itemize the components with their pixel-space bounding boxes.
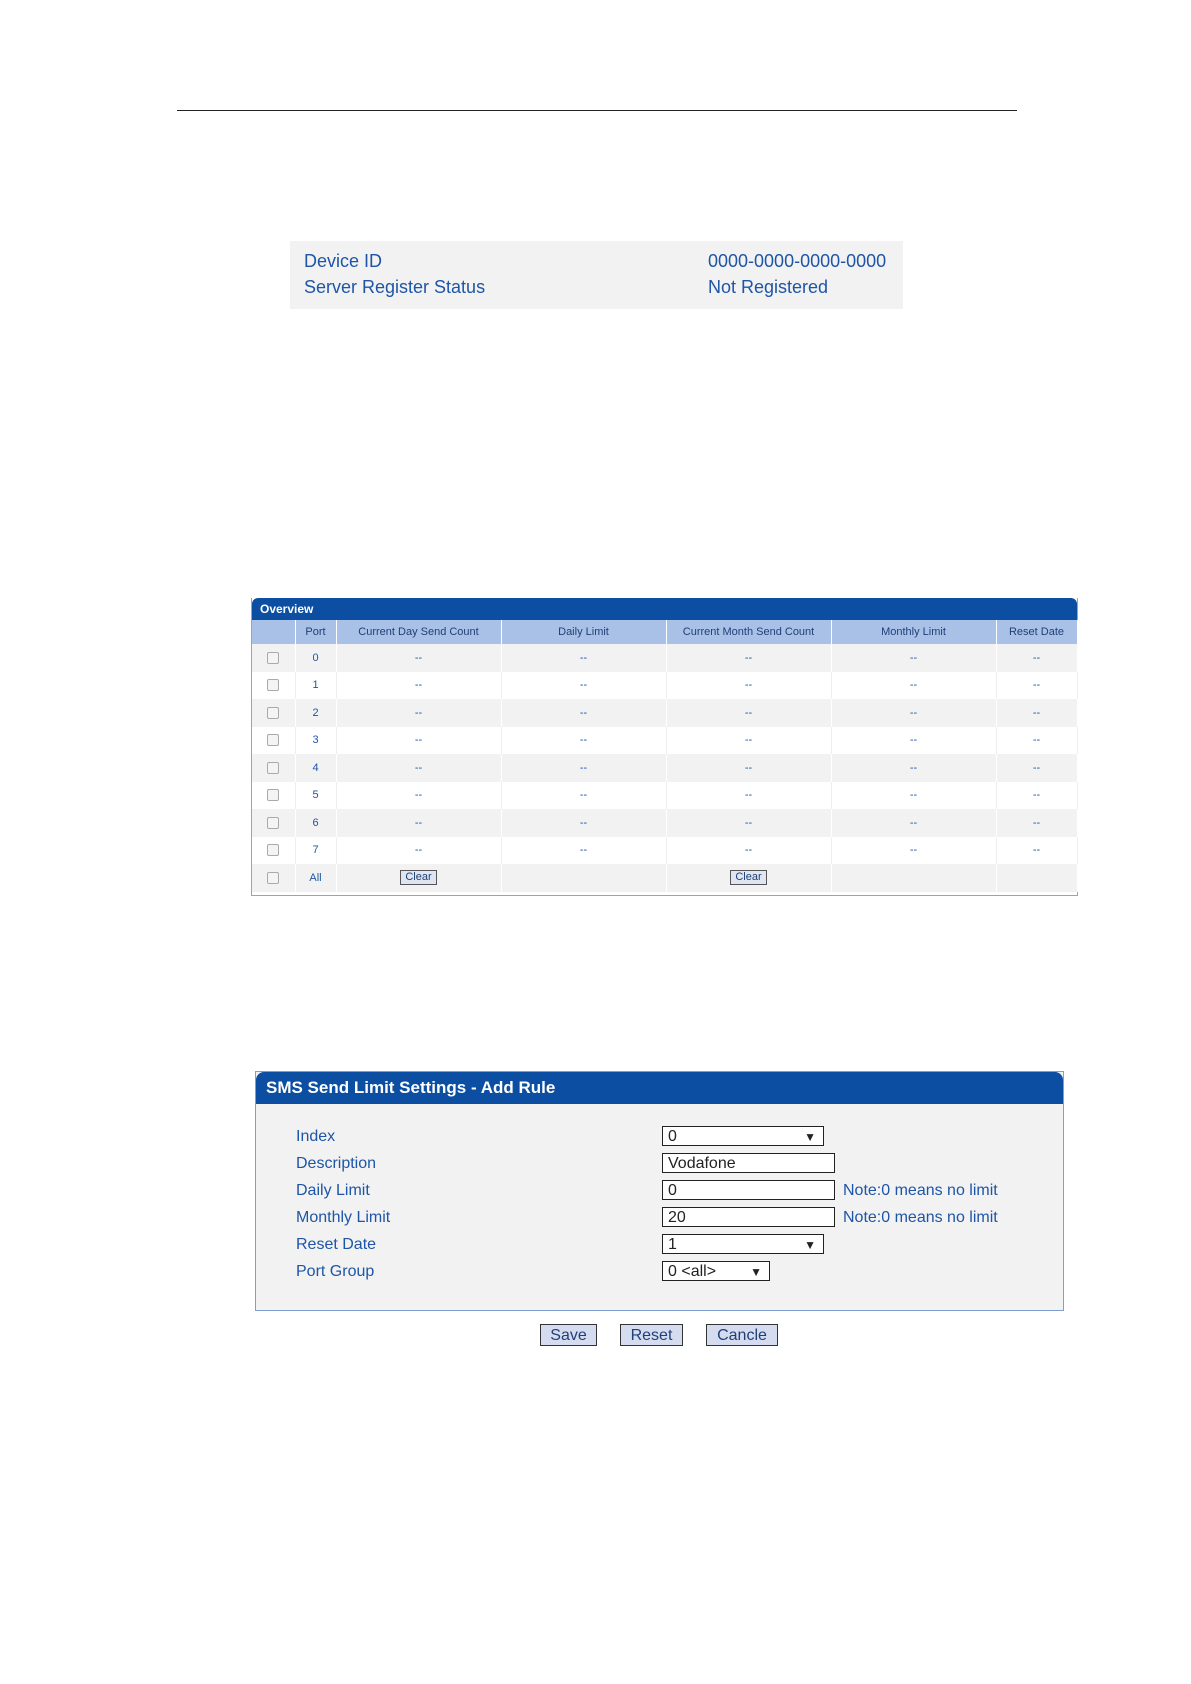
daily-limit-cell: -- xyxy=(501,809,666,837)
row-checkbox[interactable] xyxy=(267,652,279,664)
daily-limit-cell: -- xyxy=(501,672,666,700)
col-header-current-day: Current Day Send Count xyxy=(336,620,501,644)
row-checkbox[interactable] xyxy=(267,817,279,829)
header-rule xyxy=(177,110,1017,111)
port-group-select[interactable] xyxy=(662,1261,770,1281)
cancel-button[interactable]: Cancle xyxy=(706,1324,778,1346)
description-label: Description xyxy=(296,1155,377,1172)
chevron-down-icon: ▼ xyxy=(804,1238,816,1252)
port-cell: 3 xyxy=(295,727,336,755)
overview-title: Overview xyxy=(252,598,1077,620)
col-header-current-month: Current Month Send Count xyxy=(666,620,831,644)
monthly-limit-note: Note:0 means no limit xyxy=(843,1209,998,1226)
reset-date-cell: -- xyxy=(996,644,1077,672)
monthly-limit-cell: -- xyxy=(831,754,996,782)
table-row xyxy=(252,782,1077,810)
reset-date-cell: -- xyxy=(996,672,1077,700)
monthly-limit-cell: -- xyxy=(831,644,996,672)
col-header-daily-limit: Daily Limit xyxy=(501,620,666,644)
monthly-limit-cell: -- xyxy=(831,809,996,837)
port-cell: 0 xyxy=(295,644,336,672)
col-header-monthly-limit: Monthly Limit xyxy=(831,620,996,644)
current-day-cell: -- xyxy=(336,754,501,782)
sms-limit-panel xyxy=(255,1071,1064,1311)
register-status-label: Server Register Status xyxy=(304,277,486,297)
monthly-limit-cell: -- xyxy=(831,672,996,700)
select-all-checkbox[interactable] xyxy=(267,872,279,884)
current-month-cell: -- xyxy=(666,699,831,727)
reset-date-cell: -- xyxy=(996,837,1077,865)
current-month-cell: -- xyxy=(666,754,831,782)
clear-month-button[interactable]: Clear xyxy=(730,870,766,885)
current-day-cell: -- xyxy=(336,672,501,700)
register-status-value: Not Registered xyxy=(708,277,829,297)
overview-table xyxy=(252,620,1078,892)
all-label: All xyxy=(295,864,336,892)
table-row xyxy=(252,672,1077,700)
monthly-limit-input[interactable]: 20 xyxy=(662,1207,835,1227)
daily-limit-cell: -- xyxy=(501,727,666,755)
current-month-cell: -- xyxy=(666,782,831,810)
reset-date-cell: -- xyxy=(996,727,1077,755)
row-checkbox[interactable] xyxy=(267,789,279,801)
current-day-cell: -- xyxy=(336,782,501,810)
current-day-cell: -- xyxy=(336,644,501,672)
port-cell: 2 xyxy=(295,699,336,727)
table-row xyxy=(252,727,1077,755)
sms-limit-title: SMS Send Limit Settings - Add Rule xyxy=(256,1072,1063,1104)
current-month-cell: -- xyxy=(666,837,831,865)
reset-date-label: Reset Date xyxy=(296,1236,377,1253)
table-row-all xyxy=(252,864,1077,892)
row-checkbox[interactable] xyxy=(267,844,279,856)
row-checkbox[interactable] xyxy=(267,707,279,719)
port-cell: 1 xyxy=(295,672,336,700)
port-cell: 6 xyxy=(295,809,336,837)
reset-date-value: 1 xyxy=(668,1236,677,1253)
table-row xyxy=(252,644,1077,672)
daily-limit-label: Daily Limit xyxy=(296,1182,370,1199)
row-checkbox[interactable] xyxy=(267,762,279,774)
reset-date-select[interactable] xyxy=(662,1234,824,1254)
col-header-select xyxy=(252,620,295,644)
row-checkbox[interactable] xyxy=(267,734,279,746)
device-id-label: Device ID xyxy=(304,251,383,271)
device-id-value: 0000-0000-0000-0000 xyxy=(708,251,887,271)
chevron-down-icon: ▼ xyxy=(804,1130,816,1144)
port-group-value: 0 <all> xyxy=(668,1263,717,1280)
save-button[interactable]: Save xyxy=(540,1324,597,1346)
reset-date-cell: -- xyxy=(996,699,1077,727)
port-cell: 5 xyxy=(295,782,336,810)
monthly-limit-cell: -- xyxy=(831,782,996,810)
port-cell: 7 xyxy=(295,837,336,865)
port-cell: 4 xyxy=(295,754,336,782)
daily-limit-cell: -- xyxy=(501,782,666,810)
row-checkbox[interactable] xyxy=(267,679,279,691)
port-group-label: Port Group xyxy=(296,1263,375,1280)
current-day-cell: -- xyxy=(336,837,501,865)
index-select[interactable] xyxy=(662,1126,824,1146)
monthly-limit-cell: -- xyxy=(831,837,996,865)
table-row xyxy=(252,754,1077,782)
daily-limit-cell: -- xyxy=(501,837,666,865)
daily-limit-cell: -- xyxy=(501,644,666,672)
description-input[interactable]: Vodafone xyxy=(662,1153,835,1173)
index-value: 0 xyxy=(668,1128,677,1145)
reset-date-cell: -- xyxy=(996,782,1077,810)
index-label: Index xyxy=(296,1128,336,1145)
current-day-cell: -- xyxy=(336,727,501,755)
current-month-cell: -- xyxy=(666,672,831,700)
table-row xyxy=(252,837,1077,865)
daily-limit-input[interactable]: 0 xyxy=(662,1180,835,1200)
current-day-cell: -- xyxy=(336,699,501,727)
overview-header-row xyxy=(252,620,1077,644)
monthly-limit-cell: -- xyxy=(831,727,996,755)
daily-limit-note: Note:0 means no limit xyxy=(843,1182,998,1199)
table-row xyxy=(252,699,1077,727)
current-month-cell: -- xyxy=(666,809,831,837)
table-row xyxy=(252,809,1077,837)
chevron-down-icon: ▼ xyxy=(750,1265,762,1279)
device-info-box xyxy=(290,241,903,309)
clear-day-button[interactable]: Clear xyxy=(400,870,436,885)
daily-limit-cell: -- xyxy=(501,699,666,727)
current-month-cell: -- xyxy=(666,644,831,672)
reset-button[interactable]: Reset xyxy=(620,1324,683,1346)
reset-date-cell: -- xyxy=(996,809,1077,837)
col-header-port: Port xyxy=(295,620,336,644)
monthly-limit-cell: -- xyxy=(831,699,996,727)
overview-panel xyxy=(251,598,1078,896)
reset-date-cell: -- xyxy=(996,754,1077,782)
current-month-cell: -- xyxy=(666,727,831,755)
monthly-limit-label: Monthly Limit xyxy=(296,1209,391,1226)
daily-limit-cell: -- xyxy=(501,754,666,782)
current-day-cell: -- xyxy=(336,809,501,837)
col-header-reset-date: Reset Date xyxy=(996,620,1077,644)
